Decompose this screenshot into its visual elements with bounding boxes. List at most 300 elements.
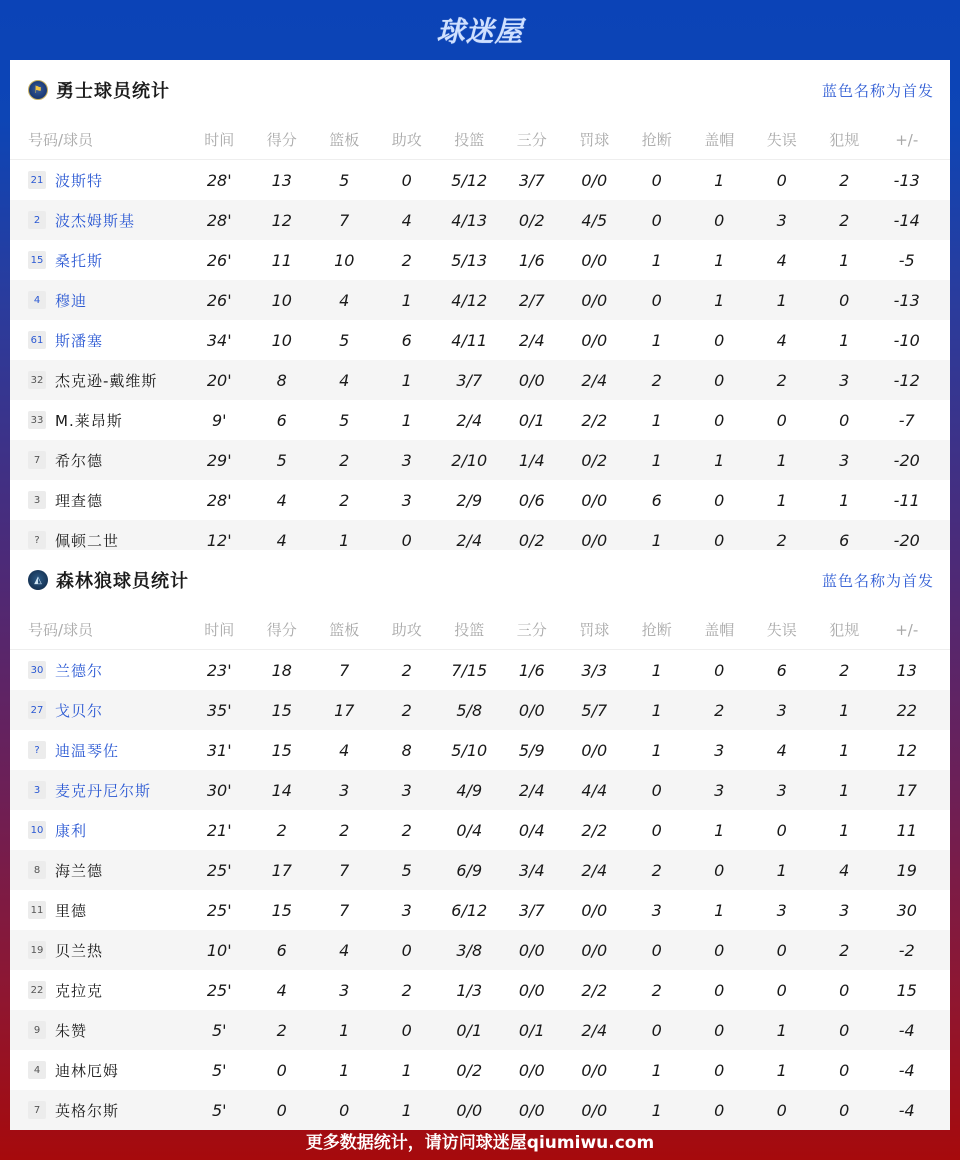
stat-cell: 3	[714, 780, 725, 800]
stat-cell: 29'	[206, 450, 232, 470]
stat-cell: 7	[339, 860, 350, 880]
stat-cell: 1	[776, 1020, 787, 1040]
team-title	[28, 567, 189, 593]
stat-cell: 2/4	[581, 1020, 608, 1040]
player-row[interactable]	[10, 320, 950, 360]
stat-cell: -10	[893, 330, 920, 350]
player-name[interactable]: 麦克丹尼尔斯	[55, 781, 152, 800]
player-cell	[10, 660, 188, 681]
stat-cell: 1	[651, 1060, 662, 1080]
stat-cell: 25'	[206, 980, 232, 1000]
stat-cell: 1	[651, 740, 662, 760]
player-row[interactable]	[10, 970, 950, 1010]
player-cell	[10, 940, 188, 961]
stat-cell: 6	[276, 410, 287, 430]
player-cell	[10, 900, 188, 921]
stat-cell: 4	[339, 740, 350, 760]
stat-cell: 1	[839, 250, 850, 270]
stat-cell: 1	[839, 490, 850, 510]
stat-cell: 28'	[206, 210, 232, 230]
stat-cell: 0	[839, 1020, 850, 1040]
jersey-number-badge: ?	[28, 741, 46, 759]
player-name[interactable]: 迪温琴佐	[55, 741, 120, 760]
stat-cell: 0/0	[581, 250, 608, 270]
stat-cell: 2/2	[581, 820, 608, 840]
player-row[interactable]	[10, 1010, 950, 1050]
stat-cell: 4	[776, 330, 787, 350]
stat-cell: 6	[651, 490, 662, 510]
stat-cell: 0	[401, 530, 412, 550]
jersey-number-badge: 30	[28, 661, 46, 679]
stat-cell: 9'	[211, 410, 227, 430]
stat-cell: 4/12	[451, 290, 488, 310]
stat-cell: 0	[839, 290, 850, 310]
player-cell	[10, 530, 188, 551]
team-name: 勇士球员统计	[56, 81, 170, 102]
player-name[interactable]: 朱赞	[55, 1021, 88, 1040]
player-row[interactable]	[10, 200, 950, 240]
column-header-stat: 得分	[266, 131, 297, 149]
stat-cell: 1	[651, 250, 662, 270]
stat-cell: 0	[651, 940, 662, 960]
stat-cell: 1	[339, 530, 350, 550]
player-table-body	[10, 650, 950, 1130]
stat-cell: 3	[401, 490, 412, 510]
stat-cell: 0	[776, 170, 787, 190]
stat-cell: 4/13	[451, 210, 488, 230]
stat-cell: 23'	[206, 660, 232, 680]
stat-cell: 4	[276, 530, 287, 550]
stat-cell: 6	[839, 530, 850, 550]
stat-cell: 4	[276, 490, 287, 510]
jersey-number-badge: 22	[28, 981, 46, 999]
stat-cell: 30	[896, 900, 917, 920]
stat-cell: 15	[896, 980, 917, 1000]
column-header-player: 号码/球员	[28, 621, 94, 639]
stat-cell: 1	[839, 330, 850, 350]
stat-cell: 1	[401, 1100, 412, 1120]
stat-cell: 0	[776, 410, 787, 430]
player-name[interactable]: 波杰姆斯基	[55, 211, 136, 230]
stat-cell: 0/0	[581, 290, 608, 310]
stat-cell: -2	[898, 940, 915, 960]
player-row[interactable]	[10, 160, 950, 200]
stat-cell: 0	[651, 170, 662, 190]
player-row[interactable]	[10, 400, 950, 440]
player-cell	[10, 1020, 188, 1041]
stat-cell: 4/5	[581, 210, 608, 230]
stat-cell: 2/9	[456, 490, 483, 510]
jersey-number-badge: 33	[28, 411, 46, 429]
column-header-player: 号码/球员	[28, 131, 94, 149]
player-row[interactable]	[10, 440, 950, 480]
stat-cell: 6	[401, 330, 412, 350]
stat-cell: 0	[776, 980, 787, 1000]
timberwolves-stats-section	[10, 550, 950, 1120]
stat-cell: 6	[776, 660, 787, 680]
player-row[interactable]	[10, 650, 950, 690]
stat-cell: 1	[714, 900, 725, 920]
player-name[interactable]: 戈贝尔	[55, 701, 104, 720]
player-name[interactable]: 希尔德	[55, 451, 104, 470]
player-row[interactable]	[10, 480, 950, 520]
player-name[interactable]: 波斯特	[55, 171, 104, 190]
stat-cell: 2/10	[451, 450, 488, 470]
stat-cell: 2/4	[456, 410, 483, 430]
stat-cell: 1	[651, 700, 662, 720]
stat-cell: 10'	[206, 940, 232, 960]
stat-cell: 2	[839, 170, 850, 190]
stat-cell: 1	[776, 290, 787, 310]
column-header-stat: 罚球	[579, 131, 610, 149]
stat-cell: 0	[776, 1100, 787, 1120]
stat-cell: 2	[339, 820, 350, 840]
stat-cell: 0/1	[456, 1020, 483, 1040]
stat-cell: 1	[776, 1060, 787, 1080]
stat-cell: 3	[339, 980, 350, 1000]
player-name[interactable]: 兰德尔	[55, 661, 104, 680]
stat-cell: 1/6	[518, 660, 545, 680]
stat-cell: 26'	[206, 250, 232, 270]
column-header-stat: 助攻	[391, 621, 422, 639]
stat-cell: 0	[714, 530, 725, 550]
stat-cell: 2	[276, 1020, 287, 1040]
player-cell	[10, 410, 188, 431]
stat-cell: 10	[271, 290, 292, 310]
team-name: 森林狼球员统计	[56, 571, 189, 592]
stat-cell: 1	[714, 820, 725, 840]
stat-cell: 5	[339, 170, 350, 190]
stat-cell: 6/9	[456, 860, 483, 880]
stat-cell: -4	[898, 1020, 915, 1040]
player-row[interactable]	[10, 360, 950, 400]
player-cell	[10, 490, 188, 511]
stat-cell: 0	[839, 1100, 850, 1120]
column-header-stat: 得分	[266, 621, 297, 639]
stat-cell: 3	[776, 780, 787, 800]
stat-cell: 0	[839, 1060, 850, 1080]
stat-cell: -5	[898, 250, 915, 270]
stat-cell: 5	[276, 450, 287, 470]
player-cell	[10, 210, 188, 231]
stat-cell: 0/2	[456, 1060, 483, 1080]
stat-cell: 5/10	[451, 740, 488, 760]
jersey-number-badge: 7	[28, 1101, 46, 1119]
stat-cell: 0/2	[518, 210, 545, 230]
stat-cell: -4	[898, 1100, 915, 1120]
stat-cell: 1	[714, 250, 725, 270]
stat-cell: 7	[339, 900, 350, 920]
stat-cell: 0	[339, 1100, 350, 1120]
stat-cell: 12'	[206, 530, 232, 550]
stat-cell: 3/7	[518, 170, 545, 190]
stat-cell: 4	[339, 290, 350, 310]
stat-cell: 4	[339, 940, 350, 960]
player-cell	[10, 450, 188, 471]
stat-cell: 2	[401, 700, 412, 720]
column-header-stat: 时间	[204, 621, 235, 639]
player-name[interactable]: 杰克逊-戴维斯	[55, 371, 158, 390]
stat-cell: 1	[401, 410, 412, 430]
player-name[interactable]: 迪林厄姆	[55, 1061, 120, 1080]
starter-legend: 蓝色名称为首发	[821, 571, 934, 590]
player-row[interactable]	[10, 930, 950, 970]
stat-cell: 0/0	[581, 330, 608, 350]
player-name[interactable]: 桑托斯	[55, 251, 104, 270]
stat-cell: 0	[714, 410, 725, 430]
stat-cell: 6/12	[451, 900, 488, 920]
stat-cell: 0	[651, 210, 662, 230]
player-cell	[10, 740, 188, 761]
stat-cell: 4	[839, 860, 850, 880]
top-banner	[0, 0, 960, 60]
stat-cell: 10	[334, 250, 355, 270]
jersey-number-badge: ?	[28, 531, 46, 549]
column-header-stat: 失误	[766, 621, 797, 639]
stat-cell: 11	[271, 250, 292, 270]
stat-cell: 0/0	[581, 490, 608, 510]
stat-cell: -13	[893, 290, 920, 310]
stat-cell: 0/0	[581, 940, 608, 960]
stat-cell: 4/9	[456, 780, 483, 800]
stat-cell: 2/4	[581, 370, 608, 390]
stat-cell: 1	[651, 330, 662, 350]
column-header-stat: 罚球	[579, 621, 610, 639]
stat-cell: 7	[339, 660, 350, 680]
stat-cell: 2/4	[581, 860, 608, 880]
column-header-stat: 失误	[766, 131, 797, 149]
stat-cell: 5	[401, 860, 412, 880]
stat-cell: 3/4	[518, 860, 545, 880]
stat-cell: 0	[714, 980, 725, 1000]
stat-cell: 0/0	[581, 1060, 608, 1080]
player-cell	[10, 980, 188, 1001]
player-name[interactable]: 海兰德	[55, 861, 104, 880]
stat-cell: 3	[839, 450, 850, 470]
player-row[interactable]	[10, 1050, 950, 1090]
stat-cell: 0/0	[581, 900, 608, 920]
player-row[interactable]	[10, 690, 950, 730]
stat-cell: 3	[776, 900, 787, 920]
player-row[interactable]	[10, 810, 950, 850]
stat-cell: 3/8	[456, 940, 483, 960]
stat-cell: 1	[776, 450, 787, 470]
column-header-stat: +/-	[895, 130, 919, 149]
stat-cell: 0/0	[518, 1100, 545, 1120]
stat-cell: -4	[898, 1060, 915, 1080]
stat-cell: 5'	[211, 1100, 227, 1120]
stat-cell: 0	[714, 1060, 725, 1080]
player-name[interactable]: 斯潘塞	[55, 331, 104, 350]
stat-cell: 1	[839, 820, 850, 840]
stat-cell: 2	[401, 980, 412, 1000]
stat-cell: 1	[651, 530, 662, 550]
stat-cell: 3	[401, 900, 412, 920]
stat-cell: 0	[839, 980, 850, 1000]
stat-cell: 1	[401, 370, 412, 390]
team-title	[28, 77, 170, 103]
stat-cell: -7	[898, 410, 915, 430]
stat-cell: 2	[839, 660, 850, 680]
stat-cell: -12	[893, 370, 920, 390]
column-header-stat: 投篮	[454, 131, 485, 149]
stat-cell: 2	[651, 370, 662, 390]
stat-cell: 1/6	[518, 250, 545, 270]
player-cell	[10, 1100, 188, 1121]
player-cell	[10, 780, 188, 801]
stat-cell: 2	[776, 530, 787, 550]
stat-cell: 0	[401, 940, 412, 960]
stat-cell: -20	[893, 530, 920, 550]
stat-cell: 0/1	[518, 410, 545, 430]
jersey-number-badge: 3	[28, 781, 46, 799]
stat-cell: 2	[276, 820, 287, 840]
stat-cell: 1	[839, 780, 850, 800]
player-cell	[10, 1060, 188, 1081]
player-row[interactable]	[10, 890, 950, 930]
stat-cell: 12	[896, 740, 917, 760]
stat-cell: 4/11	[451, 330, 488, 350]
stat-cell: 0/0	[581, 740, 608, 760]
player-name[interactable]: M.莱昂斯	[55, 411, 123, 430]
stat-cell: 0	[714, 1020, 725, 1040]
stat-cell: 19	[896, 860, 917, 880]
starter-legend: 蓝色名称为首发	[821, 81, 934, 100]
player-row[interactable]	[10, 770, 950, 810]
player-name[interactable]: 克拉克	[55, 981, 104, 1000]
stat-cell: 0	[276, 1100, 287, 1120]
player-row[interactable]	[10, 730, 950, 770]
stat-cell: 0	[401, 170, 412, 190]
stat-cell: 0/0	[456, 1100, 483, 1120]
column-header-stat: 犯规	[829, 131, 860, 149]
column-header-stat: 投篮	[454, 621, 485, 639]
stat-cell: 2	[339, 490, 350, 510]
stat-cell: 0	[776, 940, 787, 960]
stat-cell: 15	[271, 700, 292, 720]
jersey-number-badge: 3	[28, 491, 46, 509]
stat-cell: 5	[339, 410, 350, 430]
stat-cell: 3/7	[518, 900, 545, 920]
stat-cell: 15	[271, 900, 292, 920]
stat-cell: 1	[339, 1060, 350, 1080]
stat-cell: 0/6	[518, 490, 545, 510]
stat-cell: 2/2	[581, 410, 608, 430]
stat-cell: 10	[271, 330, 292, 350]
jersey-number-badge: 32	[28, 371, 46, 389]
stat-cell: 2/4	[518, 330, 545, 350]
stat-cell: 0/2	[518, 530, 545, 550]
stat-cell: 1	[651, 1100, 662, 1120]
player-row[interactable]	[10, 280, 950, 320]
player-cell	[10, 250, 188, 271]
jersey-number-badge: 4	[28, 1061, 46, 1079]
stat-cell: 0	[776, 820, 787, 840]
stat-cell: 1	[339, 1020, 350, 1040]
stat-cell: 3	[401, 450, 412, 470]
stat-cell: 20'	[206, 370, 232, 390]
player-cell	[10, 170, 188, 191]
stat-cell: 0/0	[581, 170, 608, 190]
stat-cell: 2	[651, 860, 662, 880]
column-header-stat: 盖帽	[704, 131, 735, 149]
stat-cell: 0/0	[518, 370, 545, 390]
stat-cell: 0/0	[518, 940, 545, 960]
stat-cell: 2/7	[518, 290, 545, 310]
stat-cell: 0	[714, 1100, 725, 1120]
player-name[interactable]: 穆迪	[55, 291, 88, 310]
jersey-number-badge: 61	[28, 331, 46, 349]
player-name[interactable]: 里德	[55, 901, 88, 920]
stat-cell: 0/0	[581, 530, 608, 550]
jersey-number-badge: 4	[28, 291, 46, 309]
column-header-row	[10, 610, 950, 650]
player-row[interactable]	[10, 240, 950, 280]
stat-cell: 2	[401, 250, 412, 270]
footer-banner	[0, 1120, 960, 1160]
stat-cell: 1	[714, 450, 725, 470]
player-name[interactable]: 佩顿二世	[55, 531, 120, 550]
stat-cell: 5/8	[456, 700, 483, 720]
stat-cell: 1	[776, 490, 787, 510]
jersey-number-badge: 27	[28, 701, 46, 719]
column-header-stat: +/-	[895, 620, 919, 639]
player-name[interactable]: 英格尔斯	[55, 1101, 120, 1120]
jersey-number-badge: 19	[28, 941, 46, 959]
stat-cell: 3	[651, 900, 662, 920]
stat-cell: 0	[651, 780, 662, 800]
stat-cell: 22	[896, 700, 917, 720]
stat-cell: -13	[893, 170, 920, 190]
site-logo: 球迷屋	[436, 15, 524, 48]
stat-cell: 3	[776, 210, 787, 230]
player-name[interactable]: 理查德	[55, 491, 104, 510]
player-cell	[10, 820, 188, 841]
stat-cell: 26'	[206, 290, 232, 310]
jersey-number-badge: 11	[28, 901, 46, 919]
stat-cell: -11	[893, 490, 920, 510]
stat-cell: 0	[651, 290, 662, 310]
stat-cell: 0	[714, 370, 725, 390]
stat-cell: 31'	[206, 740, 232, 760]
stat-cell: 4	[401, 210, 412, 230]
stat-cell: 25'	[206, 900, 232, 920]
stat-cell: 5/12	[451, 170, 488, 190]
stat-cell: 30'	[206, 780, 232, 800]
stat-cell: 34'	[206, 330, 232, 350]
stat-cell: 0	[714, 660, 725, 680]
stat-cell: 0	[839, 410, 850, 430]
stat-cell: 0	[651, 1020, 662, 1040]
player-row[interactable]	[10, 850, 950, 890]
stat-cell: 0	[714, 490, 725, 510]
stat-cell: 4	[776, 740, 787, 760]
stat-cell: 1	[651, 660, 662, 680]
stat-cell: 0	[714, 860, 725, 880]
section-header	[10, 550, 950, 610]
player-cell	[10, 290, 188, 311]
player-name[interactable]: 贝兰热	[55, 941, 104, 960]
stat-cell: 18	[271, 660, 292, 680]
player-name[interactable]: 康利	[55, 821, 88, 840]
footer-link-text[interactable]: 更多数据统计，请访问球迷屋qiumiwu.com	[305, 1132, 655, 1153]
stat-cell: 2/2	[581, 980, 608, 1000]
stat-cell: 14	[271, 780, 292, 800]
stat-cell: 5'	[211, 1060, 227, 1080]
stat-cell: 8	[276, 370, 287, 390]
stat-cell: 5/9	[518, 740, 545, 760]
stat-cell: 12	[271, 210, 292, 230]
